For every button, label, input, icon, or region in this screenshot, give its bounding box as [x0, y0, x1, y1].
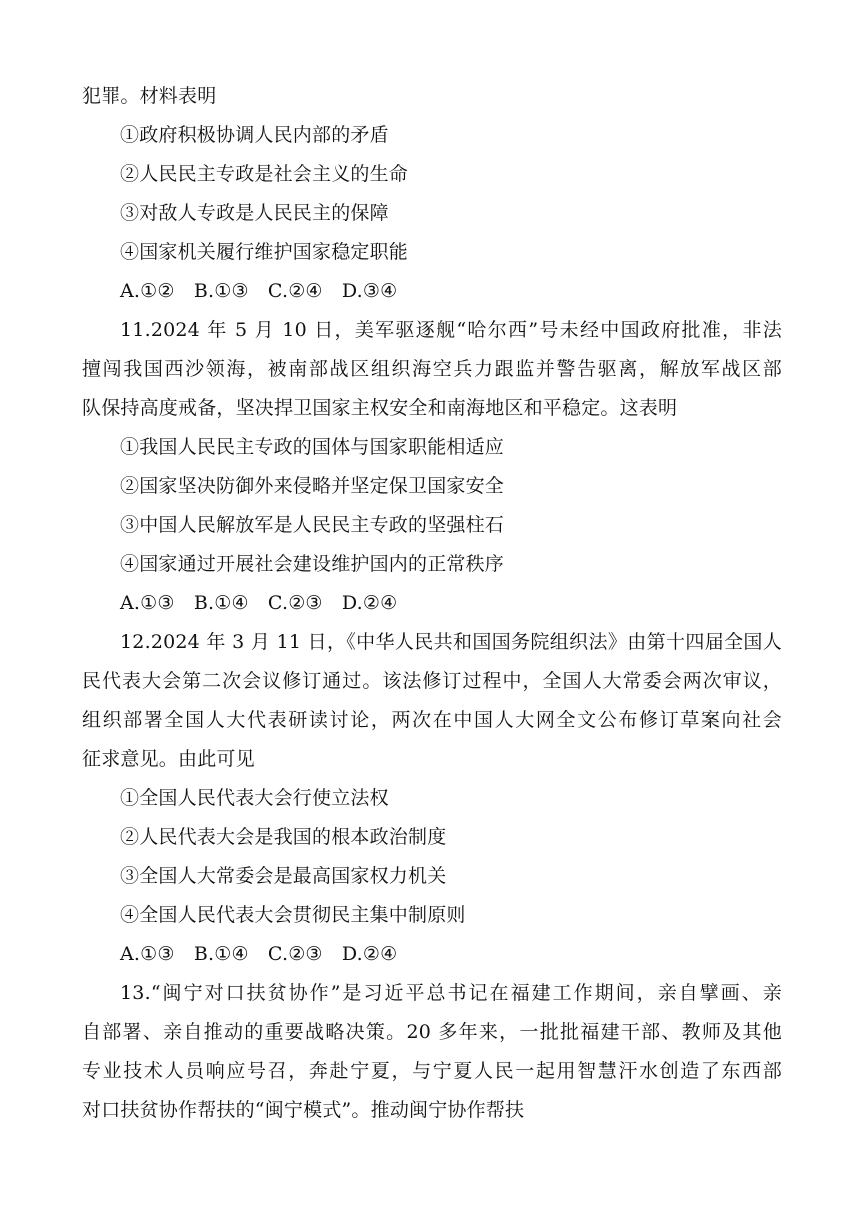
q10-option-3: ③对敌人专政是人民民主的保障	[120, 202, 389, 224]
q13-stem-line-4: 对口扶贫协作帮扶的“闽宁模式”。推动闽宁协作帮扶	[82, 1099, 525, 1121]
q12-option-4: ④全国人民代表大会贯彻民主集中制原则	[120, 904, 466, 926]
q12-option-1: ①全国人民代表大会行使立法权	[120, 787, 389, 809]
q12-stem-line-1: 12.2024 年 3 月 11 日，《中华人民共和国国务院组织法》由第十四届全国人	[120, 631, 782, 653]
q13-stem-line-2: 自部署、亲自推动的重要战略决策。20 多年来，一批批福建干部、教师及其他	[82, 1021, 782, 1043]
q11-option-1: ①我国人民民主专政的国体与国家职能相适应	[120, 436, 505, 458]
q11-option-2: ②国家坚决防御外来侵略并坚定保卫国家安全	[120, 475, 505, 497]
q13-stem-line-3: 专业技术人员响应号召，奔赴宁夏，与宁夏人民一起用智慧汗水创造了东西部	[82, 1060, 782, 1082]
q12-answer-choices: A.①③ B.①④ C.②③ D.②④	[120, 943, 398, 965]
q11-stem-line-1: 11.2024 年 5 月 10 日，美军驱逐舰“哈尔西”号未经中国政府批准，非法	[120, 319, 782, 341]
q11-stem-line-2: 擅闯我国西沙领海，被南部战区组织海空兵力跟监并警告驱离，解放军战区部	[82, 358, 782, 380]
q12-stem-line-4: 征求意见。由此可见	[82, 748, 255, 770]
q12-option-3: ③全国人大常委会是最高国家权力机关	[120, 865, 447, 887]
q10-option-1: ①政府积极协调人民内部的矛盾	[120, 124, 389, 146]
q12-stem-line-3: 组织部署全国人大代表研读讨论，两次在中国人大网全文公布修订草案向社会	[82, 709, 782, 731]
q11-option-4: ④国家通过开展社会建设维护国内的正常秩序	[120, 553, 505, 575]
q10-stem-tail: 犯罪。材料表明	[82, 85, 217, 107]
q12-option-2: ②人民代表大会是我国的根本政治制度	[120, 826, 447, 848]
q11-option-3: ③中国人民解放军是人民民主专政的坚强柱石	[120, 514, 505, 536]
q11-stem-line-3: 队保持高度戒备，坚决捍卫国家主权安全和南海地区和平稳定。这表明	[82, 397, 678, 419]
q12-stem-line-2: 民代表大会第二次会议修订通过。该法修订过程中，全国人大常委会两次审议，	[82, 670, 782, 692]
q10-answer-choices: A.①② B.①③ C.②④ D.③④	[120, 280, 398, 302]
q10-option-2: ②人民民主专政是社会主义的生命	[120, 163, 409, 185]
q10-option-4: ④国家机关履行维护国家稳定职能	[120, 241, 409, 263]
q13-stem-line-1: 13.“闽宁对口扶贫协作”是习近平总书记在福建工作期间，亲自擘画、亲	[120, 982, 782, 1004]
q11-answer-choices: A.①③ B.①④ C.②③ D.②④	[120, 592, 398, 614]
